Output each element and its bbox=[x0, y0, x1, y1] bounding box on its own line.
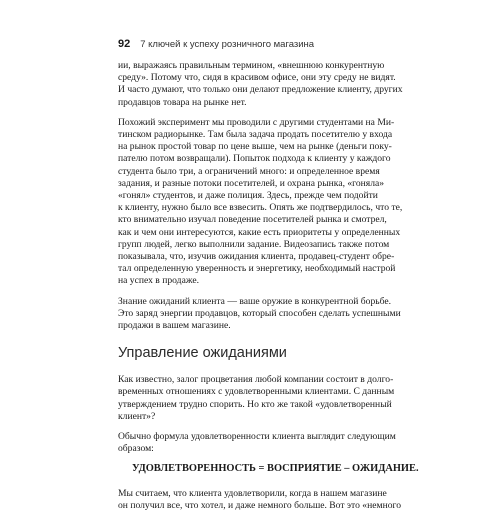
text-line: кто внимательно изучал поведение посетителей рынка и смотрел, bbox=[118, 214, 387, 226]
text-line: продавцов товара на рынке нет. bbox=[118, 96, 247, 108]
text-line: И часто думают, что только они делают предложение клиенту, других bbox=[118, 84, 403, 96]
text-line: временных отношениях с удовлетворенными клиентами. С данным bbox=[118, 386, 395, 398]
text-line: Мы считаем, что клиента удовлетворили, когда в нашем магазине bbox=[118, 487, 387, 499]
text-line: к клиенту, нужно было все взвесить. Опять же подтвердилось, что те, bbox=[118, 202, 403, 214]
text-line: на рынок простой товар по цене выше, чем на рынке (деньги поку- bbox=[118, 141, 392, 153]
text-line: ии, выражаясь правильным термином, «внешнюю конкурентную bbox=[118, 60, 385, 71]
paragraph bbox=[118, 116, 403, 288]
paragraph bbox=[118, 295, 401, 333]
text-line: образом: bbox=[118, 443, 154, 455]
text-line: на успех в продаже. bbox=[118, 275, 199, 287]
paragraph bbox=[118, 431, 396, 455]
paragraph bbox=[118, 60, 403, 109]
text-line: утверждением трудно спорить. Но кто же такой «удовлетворенный bbox=[118, 398, 392, 410]
text-line: Похожий эксперимент мы проводили с другими студентами на Ми- bbox=[118, 116, 395, 128]
page-number: 92 bbox=[118, 38, 131, 50]
paragraph bbox=[118, 487, 401, 512]
text-line: групп людей, легко выполнили задание. Видеозапись также потом bbox=[118, 238, 390, 250]
section-heading: Управление ожиданиями bbox=[118, 345, 287, 362]
running-title: 7 ключей к успеху розничного магазина bbox=[140, 39, 315, 50]
text-line: показывала, что, изучив ожидания клиента, продавец-студент обре- bbox=[118, 251, 395, 263]
text-line: пателю потом возвращали). Попыток подхода к клиенту у каждого bbox=[118, 153, 391, 165]
text-line: тинском радиорынке. Там была задача продать посетителю у входа bbox=[118, 129, 393, 141]
text-line: продажи в вашем магазине. bbox=[118, 320, 231, 332]
page-body bbox=[118, 60, 419, 520]
text-line: Обычно формула удовлетворенности клиента выглядит следующим bbox=[118, 431, 396, 443]
text-line: среду». Потому что, сидя в красивом офисе, они эту среду не видят. bbox=[118, 72, 396, 84]
text-line: как и чем они интересуются, какие есть приоритеты у определенных bbox=[118, 226, 401, 238]
text-line: Как известно, залог процветания любой компании состоит в долго- bbox=[118, 374, 394, 386]
text-line: Это заряд энергии продавцов, который способен сделать успешными bbox=[118, 307, 401, 319]
paragraph bbox=[118, 374, 395, 423]
text-line: студента было три, а ограничений много: и определенное время bbox=[118, 165, 380, 177]
text-line: клиент»? bbox=[118, 410, 156, 422]
text-line: задания, и разные потоки посетителей, и охрана рынка, «гоняла» bbox=[118, 177, 385, 189]
text-line: тал определенную уверенность и энергетику, необходимый настрой bbox=[118, 263, 396, 275]
page-header bbox=[118, 38, 418, 52]
text-line: он получил все, что хотел, и даже немного больше. Вот это «немного bbox=[118, 499, 401, 511]
satisfaction-formula: УДОВЛЕТВОРЕННОСТЬ = ВОСПРИЯТИЕ – ОЖИДАНИЕ. bbox=[132, 463, 419, 475]
text-line: «гонял» студентов, и даже полиция. Здесь, прежде чем подойти bbox=[118, 190, 378, 202]
text-line: Знание ожиданий клиента — ваше оружие в конкурентной борьбе. bbox=[118, 295, 392, 307]
